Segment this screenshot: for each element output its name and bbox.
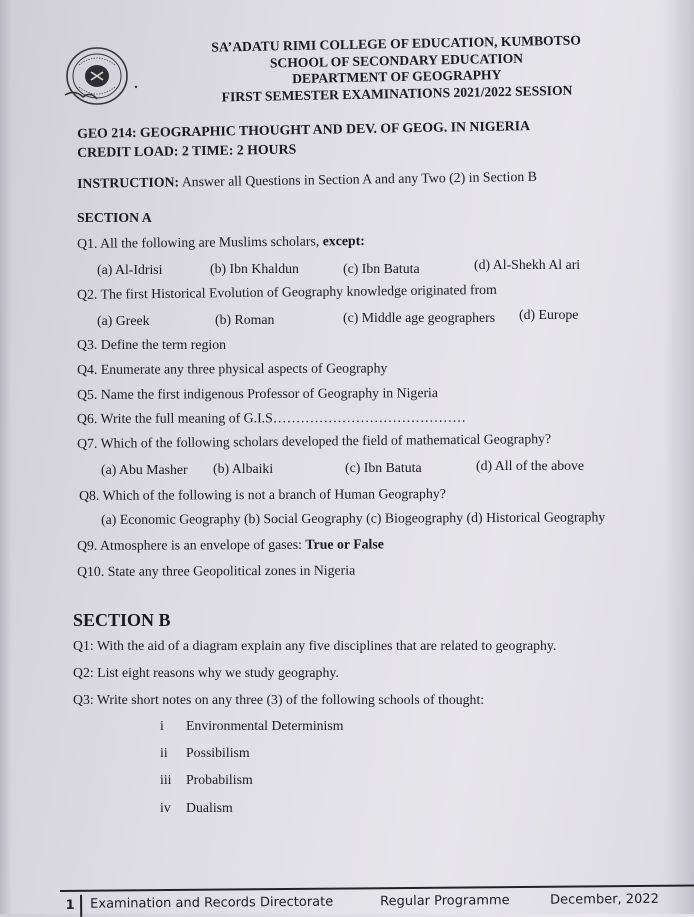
page-edge-shadow bbox=[0, 0, 12, 914]
school-name: SCHOOL OF SECONDARY EDUCATION bbox=[269, 50, 524, 71]
q2-option-c: (c) Middle age geographers bbox=[343, 310, 496, 325]
page-footer bbox=[60, 884, 694, 916]
question-b1: Q1: With the aid of a diagram explain any five disciplines that are related to geography. bbox=[73, 638, 557, 653]
q2-option-a: (a) Greek bbox=[97, 313, 150, 328]
q7-option-b: (b) Albaiki bbox=[213, 461, 274, 476]
section-a-title: SECTION A bbox=[77, 210, 152, 225]
question-a7: Q7. Which of the following scholars developed the field of mathematical Geography? bbox=[77, 431, 552, 451]
page-number: 1 bbox=[60, 895, 82, 917]
footer-directorate: Examination and Records Directorate bbox=[90, 894, 334, 912]
q2-option-b: (b) Roman bbox=[215, 312, 275, 327]
q7-option-a: (a) Abu Masher bbox=[101, 462, 188, 477]
page-edge-shadow-right bbox=[664, 0, 694, 914]
q1-option-d: (d) Al-Shekh Al ari bbox=[474, 257, 581, 272]
credit-and-time: CREDIT LOAD: 2 TIME: 2 HOURS bbox=[77, 141, 297, 160]
school-item-name: Probabilism bbox=[186, 772, 253, 787]
question-a1-emphasis: except: bbox=[322, 232, 365, 249]
exam-header bbox=[192, 32, 601, 106]
school-item-number: iv bbox=[160, 800, 171, 815]
instruction bbox=[77, 169, 537, 192]
q1-option-a: (a) Al-Idrisi bbox=[97, 262, 163, 277]
q7-option-c: (c) Ibn Batuta bbox=[345, 460, 422, 475]
question-a6: Q6. Write the full meaning of G.I.S…………………………………… bbox=[77, 409, 466, 426]
school-item-name: Environmental Determinism bbox=[186, 718, 344, 733]
section-b-title: SECTION B bbox=[73, 610, 171, 630]
course-title: GEO 214: GEOGRAPHIC THOUGHT AND DEV. OF GEOG. IN NIGERIA bbox=[77, 118, 531, 141]
question-b3: Q3: Write short notes on any three (3) of the following schools of thought: bbox=[73, 692, 485, 707]
college-seal-logo bbox=[57, 45, 139, 107]
q2-option-d: (d) Europe bbox=[519, 307, 579, 322]
footer-date: December, 2022 bbox=[550, 891, 659, 908]
q7-option-d: (d) All of the above bbox=[476, 458, 585, 473]
question-a8: Q8. Which of the following is not a branch of Human Geography? bbox=[79, 486, 446, 503]
question-a1 bbox=[77, 233, 365, 252]
footer-programme: Regular Programme bbox=[380, 893, 510, 910]
question-a5: Q5. Name the first indigenous Professor of Geography in Nigeria bbox=[77, 385, 439, 402]
college-name: SA’ADATU RIMI COLLEGE OF EDUCATION, KUMBOTSO bbox=[211, 32, 582, 55]
question-b2: Q2: List eight reasons why we study geography. bbox=[73, 665, 339, 680]
question-a2: Q2. The first Historical Evolution of Geography knowledge originated from bbox=[77, 281, 497, 302]
school-item-number: iii bbox=[160, 772, 172, 787]
question-a4: Q4. Enumerate any three physical aspects of Geography bbox=[77, 360, 388, 377]
school-item bbox=[160, 718, 343, 734]
school-item bbox=[160, 745, 250, 761]
school-item-number: ii bbox=[160, 745, 168, 760]
school-item-number: i bbox=[160, 718, 164, 733]
question-a9-text: Q9. Atmosphere is an envelope of gases: bbox=[77, 536, 306, 553]
question-a9-emphasis: True or False bbox=[305, 536, 384, 552]
question-a3: Q3. Define the term region bbox=[77, 337, 227, 352]
school-item bbox=[160, 772, 253, 788]
q1-option-b: (b) Ibn Khaldun bbox=[210, 261, 299, 276]
instruction-label: INSTRUCTION: bbox=[77, 174, 180, 191]
school-item-name: Dualism bbox=[186, 800, 233, 815]
department-name: DEPARTMENT OF GEOGRAPHY bbox=[291, 67, 502, 87]
q1-option-c: (c) Ibn Batuta bbox=[343, 261, 420, 276]
school-item-name: Possibilism bbox=[186, 745, 250, 760]
question-a1-text: Q1. All the following are Muslims scholars, bbox=[77, 233, 323, 251]
question-a10: Q10. State any three Geopolitical zones in Nigeria bbox=[77, 562, 356, 579]
instruction-text: Answer all Questions in Section A and any Two (2) in Section B bbox=[178, 168, 538, 190]
q8-options: (a) Economic Geography (b) Social Geography (c) Biogeography (d) Historical Geography bbox=[101, 509, 606, 527]
school-item bbox=[160, 800, 233, 816]
exam-session: FIRST SEMESTER EXAMINATIONS 2021/2022 SESSION bbox=[221, 82, 573, 104]
question-a9 bbox=[77, 536, 384, 554]
